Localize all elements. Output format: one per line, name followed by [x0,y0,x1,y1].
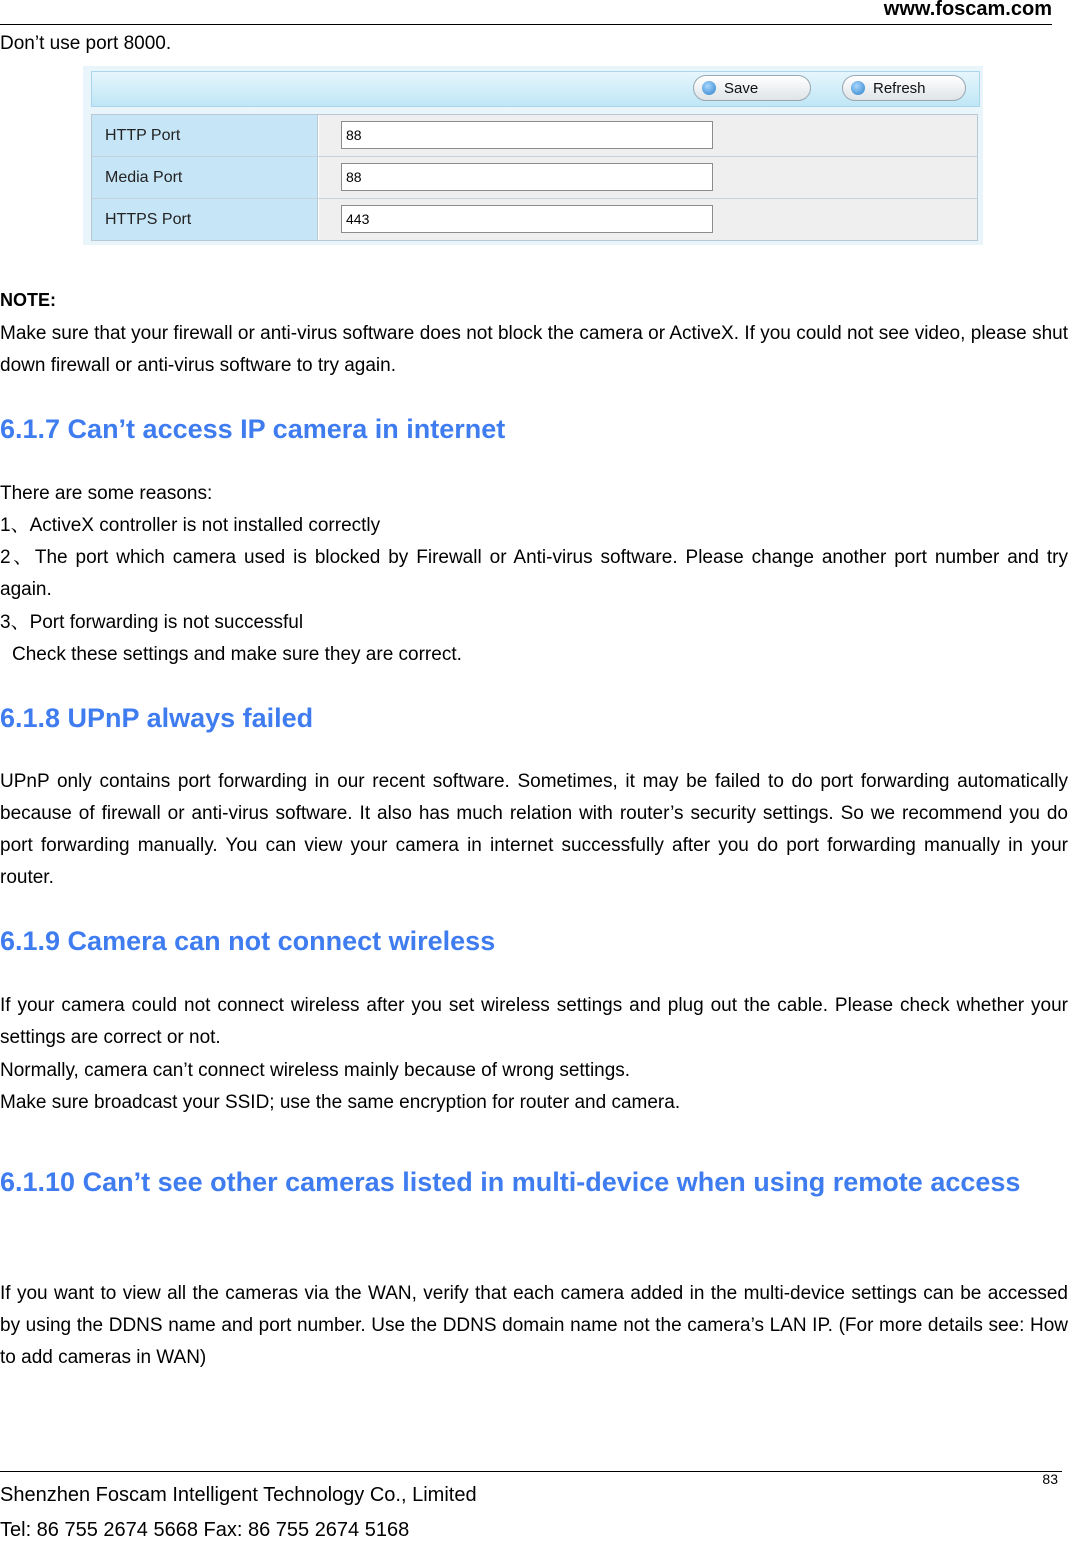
media-port-row [92,157,977,199]
section-heading-6-1-10: 6.1.10 Can’t see other cameras listed in multi-device when using remote access [0,1167,1021,1197]
s618-text-1: UPnP only contains port forwarding in our recent software. Sometimes, it may be failed to do port forwarding automatically because of firewall or anti-virus software. It also has much relation with router’s security settings. So we recommend you do port forwarding manually. You can view your camera in internet successfully after you do port forwarding manually in your router. [0,771,1068,888]
https-port-label: HTTPS Port [92,199,318,240]
header-divider [0,24,1052,25]
media-port-input[interactable] [341,163,713,191]
header-url: www.foscam.com [883,0,1052,20]
section-heading-6-1-8: 6.1.8 UPnP always failed [0,703,314,733]
refresh-icon [851,81,865,95]
s619-text-2: Normally, camera can’t connect wireless mainly because of wrong settings. [0,1060,631,1081]
page-number: 83 [1042,1471,1058,1487]
refresh-button-label: Refresh [873,79,926,97]
s617-text-1: 1、ActiveX controller is not installed correctly [0,515,381,536]
port-form [91,114,978,241]
s617-text-4: Check these settings and make sure they are correct. [12,644,462,665]
footer-divider [0,1471,1062,1472]
media-port-label: Media Port [92,157,318,198]
footer-contact: Tel: 86 755 2674 5668 Fax: 86 755 2674 5168 [0,1519,410,1541]
note-text: Make sure that your firewall or anti-virus software does not block the camera or ActiveX. If you could not see video, please shut down firewall or anti-virus software to try again. [0,323,1068,376]
https-port-input[interactable] [341,205,713,233]
footer-company: Shenzhen Foscam Intelligent Technology Co., Limited [0,1484,477,1506]
section-heading-6-1-9: 6.1.9 Camera can not connect wireless [0,926,496,956]
save-icon [702,81,716,95]
intro-text: Don’t use port 8000. [0,33,172,54]
save-button[interactable] [693,75,811,101]
s619-text-1: If your camera could not connect wireless after you set wireless settings and plug out the cable. Please check whether your settings are correct or not. [0,995,1068,1048]
s617-text-0: There are some reasons: [0,483,213,504]
save-button-label: Save [724,79,759,97]
http-port-input[interactable] [341,121,713,149]
s619-text-3: Make sure broadcast your SSID; use the same encryption for router and camera. [0,1092,681,1113]
refresh-button[interactable] [842,75,966,101]
http-port-label: HTTP Port [92,115,318,156]
section-heading-6-1-7: 6.1.7 Can’t access IP camera in internet [0,414,506,444]
settings-toolbar [91,71,980,107]
https-port-row [92,199,977,240]
note-title: NOTE: [0,290,56,310]
s6110-text-1: If you want to view all the cameras via the WAN, verify that each camera added in the multi-device settings can be accessed by using the DDNS name and port number. Use the DDNS domain name not the camera’s LAN IP. (For more details see: How to add cameras in WAN) [0,1283,1068,1368]
s617-text-2: 2、The port which camera used is blocked by Firewall or Anti-virus software. Please change another port number and try again. [0,547,1068,600]
http-port-row [92,115,977,157]
s617-text-3: 3、Port forwarding is not successful [0,612,304,633]
